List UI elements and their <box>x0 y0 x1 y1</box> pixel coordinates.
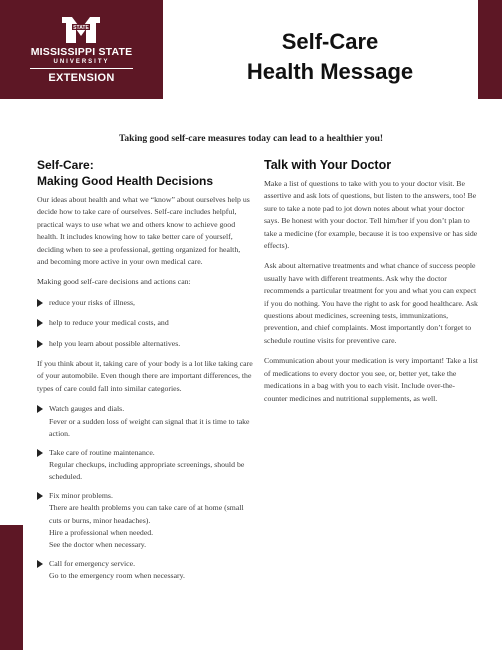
logo-extension: EXTENSION <box>48 72 115 84</box>
category-item <box>37 447 253 484</box>
bottom-left-accent-band <box>0 525 23 650</box>
category-text: Go to the emergency room when necessary. <box>49 571 185 581</box>
left-heading-line-2: Making Good Health Decisions <box>37 174 214 188</box>
category-text: There are health problems you can take care of at home (small cuts or burns, minor headaches). <box>49 503 244 525</box>
decisions-paragraph: Making good self-care decisions and actions can: <box>37 277 191 287</box>
category-item <box>37 403 253 440</box>
bullet-arrow-icon <box>37 560 43 568</box>
bullet-arrow-icon <box>37 405 43 413</box>
bullet-text: reduce your risks of illness, <box>49 297 135 307</box>
left-heading <box>37 157 253 189</box>
bullet-arrow-icon <box>37 449 43 457</box>
intro-paragraph: Our ideas about health and what we “know” about ourselves help us decide how to take care of ourselves. Self-care includes helpful, practical ways to use what we and others know to achieve good health. It includes knowing how to take better care of yourself, deciding when to see a professional, getting organized for health, and becoming more active in your own medical care. <box>37 195 250 267</box>
category-text: See the doctor when necessary. <box>49 540 147 550</box>
emblem-text: STATE <box>73 25 89 31</box>
category-item <box>37 490 253 552</box>
msu-m-emblem-icon <box>60 15 102 45</box>
bullet-arrow-icon <box>37 492 43 500</box>
category-title: Fix minor problems. <box>49 490 113 500</box>
right-heading: Talk with Your Doctor <box>264 158 392 172</box>
logo-divider <box>30 68 133 69</box>
category-item <box>37 558 253 583</box>
category-text: Fever or a sudden loss of weight can signal that it is time to take action. <box>49 416 250 439</box>
tagline: Taking good self-care measures today can lead to a healthier you! <box>118 134 384 144</box>
bullet-arrow-icon <box>37 319 43 327</box>
medication-paragraph: Communication about your medication is very important! Take a list of medications to every doctor you see, or, better yet, take the medications in a bag with you to each visit. Include over-the-counter medicines and nutritional supplements, as well. <box>264 356 478 403</box>
logo-name: MISSISSIPPI STATE <box>30 46 133 58</box>
logo-university: UNIVERSITY <box>53 59 110 65</box>
bullet-text: help to reduce your medical costs, and <box>49 318 169 328</box>
category-title: Call for emergency service. <box>49 558 136 568</box>
page-title <box>180 27 480 87</box>
bullet-text: help you learn about possible alternatives. <box>49 338 181 348</box>
list-item <box>37 317 253 329</box>
top-right-accent-band <box>478 0 502 99</box>
category-text: Hire a professional when needed. <box>49 527 154 537</box>
title-line-2: Health Message <box>246 59 414 84</box>
left-heading-line-1: Self-Care: <box>37 158 94 172</box>
alternatives-paragraph: Ask about alternative treatments and what chance of success people usually have with different treatments. Ask why the doctor recommends a particular treatment for you and what you can expect if you do nothing. You have the right to ask for good healthcare. Ask questions about medicines, screening tests, immunizations, prevention, and chief complaints. Most importantly don’t forget to schedule routine visits for preventive care. <box>264 261 478 345</box>
category-text: Regular checkups, including appropriate screenings, should be scheduled. <box>49 459 245 482</box>
category-title: Watch gauges and dials. <box>49 404 125 414</box>
list-item <box>37 297 253 309</box>
extension-logo <box>0 0 163 99</box>
title-line-1: Self-Care <box>281 29 379 54</box>
bullet-arrow-icon <box>37 299 43 307</box>
category-title: Take care of routine maintenance. <box>49 447 155 457</box>
automobile-paragraph: If you think about it, taking care of your body is a lot like taking care of your automobile. Even though there are important differences, the types of care could fall into similar categories. <box>37 359 253 393</box>
list-item <box>37 338 253 350</box>
questions-paragraph: Make a list of questions to take with you to your doctor visit. Be assertive and ask lots of questions, but listen to the answers, too! Be sure to take a note pad to jot down notes about what your doctor says. Be honest with your doctor. Tell him/her if you don’t plan to take a medicine (for example, because it is too expensive or has side effects). <box>264 179 478 251</box>
left-column <box>37 157 253 589</box>
right-column <box>264 157 478 413</box>
bullet-arrow-icon <box>37 340 43 348</box>
